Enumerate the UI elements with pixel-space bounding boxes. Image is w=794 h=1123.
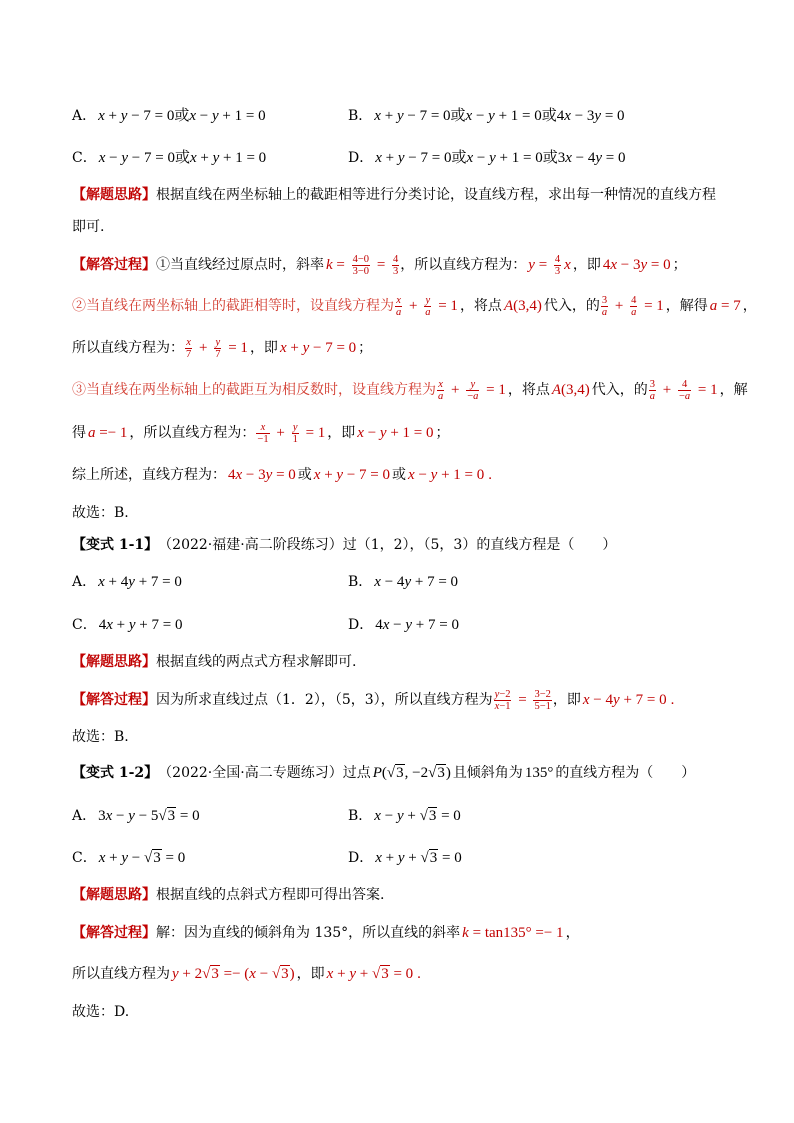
fraction [466, 379, 479, 402]
point-slope-equation: y + 2√3 =− (x − √3) [172, 966, 295, 982]
radical-sign: √ [202, 966, 211, 982]
q1-option-a [72, 106, 268, 126]
step-text: ，将点 [507, 382, 550, 398]
result-equation: x + y − 7 = 0 [313, 467, 391, 483]
fraction [601, 295, 608, 318]
q3-option-d [348, 848, 464, 868]
option-text: x − y − 7 = 0或x + y + 1 = 0 [98, 150, 267, 166]
q2-solution-process [72, 690, 676, 710]
equation-rhs: = 1 [640, 298, 664, 314]
numerator [292, 422, 299, 433]
solution-value: a =− 1 [88, 425, 128, 441]
math-variable: x [249, 966, 256, 982]
math-variable: y [128, 574, 135, 590]
math-variable: y [494, 688, 500, 700]
fraction [352, 254, 370, 277]
result-equation: x + y − 7 = 0 [279, 340, 357, 356]
denominator [630, 306, 637, 318]
math-variable: x [438, 378, 443, 390]
square-root [144, 849, 162, 866]
step-text: ，即 [249, 340, 278, 356]
denominator [395, 306, 402, 318]
idea-text: 根据直线在两坐标轴上的截距相等进行分类讨论，设直线方程，求出每一种情况的直线方程即可. [72, 187, 716, 235]
math-variable: y [121, 150, 129, 166]
step-text: 得 [72, 425, 86, 441]
answer-text: 故选：B. [72, 505, 129, 521]
math-variable: a [88, 425, 96, 441]
option-text: x − y + √3 = 0 [374, 808, 461, 824]
math-variable: a [631, 306, 637, 318]
denominator: 3−0 [352, 265, 370, 277]
numerator [260, 422, 267, 433]
q2-option-a [72, 572, 184, 592]
radicand: 3 [153, 850, 161, 866]
denominator [649, 390, 656, 402]
numerator [425, 295, 432, 306]
math-variable: y [212, 150, 220, 166]
math-variable: x [408, 467, 415, 483]
math-variable: a [649, 390, 656, 402]
plus-sign: + [447, 382, 464, 398]
math-variable: y [292, 421, 298, 433]
numerator [469, 379, 476, 390]
equation-rhs: = 1 [482, 382, 506, 398]
radical-sign: √ [428, 765, 437, 781]
result-equation: x − y + 1 = 0 [357, 425, 434, 441]
math-variable: x [105, 808, 113, 824]
denominator: −a [467, 390, 479, 402]
q2-solution-idea [72, 652, 356, 672]
plus-sign: + [659, 382, 675, 398]
math-variable: x [494, 700, 500, 712]
math-variable: x [610, 257, 618, 273]
denominator: 7 [215, 348, 221, 360]
answer-text: 故选：B. [72, 729, 129, 745]
step-text: 因为所求直线过点（1．2），（5，3），所以直线方程为 [156, 692, 493, 708]
math-variable: x [564, 108, 571, 124]
idea-tag: 【解题思路】 [72, 887, 156, 903]
math-variable: y [404, 574, 412, 590]
math-variable: x [396, 294, 401, 306]
square-root [158, 807, 176, 824]
q1-step-2-result [72, 338, 372, 358]
option-text: 4x − y + 7 = 0 [375, 617, 459, 633]
step-text: ，解得 [665, 298, 708, 314]
math-variable: y [128, 617, 136, 633]
result-equation: x − 4y + 7 = 0 [582, 692, 667, 708]
punctuation: ， [565, 925, 580, 941]
denominator [424, 306, 431, 318]
q1-answer [72, 503, 129, 523]
option-text: 3x − y − 5√3 = 0 [98, 808, 200, 824]
q1-step-2 [72, 296, 757, 316]
step-text: 所以直线方程为 [72, 966, 170, 982]
q1-option-c [72, 148, 268, 168]
process-tag: 【解答过程】 [72, 692, 156, 708]
option-label: B． [348, 108, 373, 124]
math-variable: y [470, 378, 476, 390]
result-equation: x + y + √3 = 0 [326, 966, 414, 982]
radical-sign: √ [371, 966, 381, 982]
numerator [395, 295, 402, 306]
math-variable: a [425, 306, 431, 318]
idea-text: 根据直线的点斜式方程即可得出答案. [156, 887, 385, 903]
equation-rhs: = 1 [434, 298, 458, 314]
radical-sign: √ [144, 850, 153, 866]
radicand: 3 [167, 808, 176, 824]
step-text: ，将点 [459, 298, 502, 314]
numerator: y−2 [494, 688, 511, 700]
math-variable: x [357, 425, 364, 441]
punctuation: ； [435, 425, 450, 441]
radicand: 3 [381, 966, 389, 982]
option-text: 4x + y + 7 = 0 [98, 617, 183, 633]
q3-option-c [72, 848, 187, 868]
math-variable: y [397, 150, 405, 166]
option-label: B． [348, 808, 373, 824]
denominator [437, 390, 444, 402]
numerator: 3−2 [534, 688, 551, 700]
square-root [387, 764, 405, 781]
point: P(√3, −2√3) [372, 765, 451, 781]
math-variable: y [379, 425, 387, 441]
radical-sign: √ [158, 808, 167, 824]
math-variable: x [235, 467, 243, 483]
fraction [256, 422, 269, 445]
option-label: D． [348, 617, 374, 633]
math-variable: x [374, 574, 381, 590]
math-variable: A [551, 382, 562, 398]
math-variable: a [473, 390, 479, 402]
plus-sign: + [405, 298, 422, 314]
fraction [630, 295, 637, 318]
line-equation-lhs: y = [528, 257, 551, 273]
math-variable: y [488, 108, 495, 124]
option-label: A． [72, 808, 97, 824]
result-equation: x − y + 1 = 0 [408, 467, 485, 483]
math-variable: k [326, 257, 333, 273]
math-variable: y [396, 108, 404, 124]
numerator [437, 379, 444, 390]
q1-option-b [348, 106, 627, 126]
option-label: C． [72, 150, 97, 166]
denominator: 7 [186, 348, 192, 360]
radicand: 3 [211, 966, 219, 982]
math-variable: x [374, 108, 381, 124]
fraction [392, 254, 399, 277]
denominator [601, 306, 608, 318]
slope-lhs: k = [326, 257, 349, 273]
math-variable: y [128, 808, 135, 824]
conjunction: 或 [297, 467, 312, 483]
equation-rhs: = 1 [301, 425, 326, 441]
step-text: ②当直线在两坐标轴上的截距相等时，设直线方程为 [72, 298, 394, 314]
radical-sign: √ [386, 765, 396, 781]
numerator: 3 [601, 294, 608, 306]
option-text: x + y − √3 = 0 [98, 850, 186, 866]
step-text: ①当直线经过原点时，斜率 [156, 257, 324, 273]
process-tag: 【解答过程】 [72, 925, 156, 941]
angle-value: 135° [524, 765, 554, 781]
option-label: D． [348, 850, 374, 866]
step-text: ，即 [552, 692, 581, 708]
q3-answer [72, 1002, 129, 1022]
math-variable: x [189, 108, 197, 124]
fraction [678, 379, 691, 402]
step-text: ③当直线在两坐标轴上的截距互为相反数时，设直线方程为 [72, 382, 436, 398]
math-variable: a [396, 306, 402, 318]
math-variable: x [564, 257, 571, 273]
math-function: tan [484, 925, 504, 941]
math-variable: y [594, 108, 602, 124]
math-variable: y [489, 150, 496, 166]
math-variable: x [465, 108, 473, 124]
q3-solution-result [72, 964, 423, 984]
option-text: x − 4y + 7 = 0 [374, 574, 459, 590]
square-root [272, 965, 290, 982]
math-variable: A [503, 298, 514, 314]
option-label: D． [348, 150, 374, 166]
square-root [428, 764, 446, 781]
fraction [437, 379, 444, 402]
step-text: ，解 [719, 382, 748, 398]
question-text: （2022·福建·高二阶段练习）过（1，2），（5，3）的直线方程是（ ） [158, 537, 617, 553]
q1-step-3 [72, 380, 748, 400]
math-variable: x [98, 574, 105, 590]
numerator: 4 [554, 253, 561, 265]
q2-stem [72, 535, 616, 555]
step-text: ，即 [572, 257, 601, 273]
numerator: 4 [393, 253, 399, 265]
math-variable: y [640, 257, 648, 273]
q1-step-1 [72, 255, 687, 275]
math-variable: y [172, 966, 179, 982]
idea-tag: 【解题思路】 [72, 187, 156, 203]
math-variable: y [430, 467, 438, 483]
math-variable: x [326, 966, 334, 982]
math-variable: y [613, 692, 620, 708]
equation-rhs: = 1 [694, 382, 718, 398]
punctuation: ， [742, 298, 757, 314]
square-root [421, 849, 439, 866]
plus-sign: + [272, 425, 289, 441]
math-variable: y [425, 294, 431, 306]
denominator: 3 [554, 265, 561, 277]
math-variable: x [98, 108, 105, 124]
option-label: A． [72, 574, 97, 590]
option-label: A． [72, 108, 97, 124]
denominator: 5−1 [534, 700, 551, 712]
q2-option-b [348, 572, 460, 592]
option-label: C． [72, 850, 97, 866]
radicand: 3 [437, 765, 445, 781]
summary-text: 综上所述，直线方程为： [72, 467, 226, 483]
math-variable: a [601, 306, 608, 318]
math-variable: x [375, 150, 382, 166]
math-variable: x [279, 340, 287, 356]
math-variable-term [562, 255, 573, 275]
radical-sign: √ [271, 966, 281, 982]
numerator: 4 [681, 378, 688, 390]
math-variable: y [397, 850, 405, 866]
q3-option-a [72, 806, 202, 826]
math-variable: k [462, 925, 469, 941]
math-variable: x [260, 421, 266, 433]
fraction [554, 254, 561, 277]
denominator: 3 [393, 265, 399, 277]
math-variable: x [382, 617, 390, 633]
numerator: 3 [649, 378, 656, 390]
process-tag: 【解答过程】 [72, 257, 156, 273]
square-root [420, 807, 438, 824]
plus-sign: + [195, 340, 212, 356]
numerator: 4 [631, 294, 637, 306]
math-variable: x [313, 467, 321, 483]
q3-option-b [348, 806, 463, 826]
fraction [649, 379, 656, 402]
step-text: 代入，的 [591, 382, 648, 398]
question-text: 的直线方程为（ ） [555, 765, 696, 781]
variant-tag: 【变式 1-2】 [72, 765, 159, 781]
punctuation: . [417, 966, 421, 982]
fraction [533, 689, 551, 712]
question-text: 且倾斜角为 [452, 765, 523, 781]
fraction [424, 295, 431, 318]
idea-tag: 【解题思路】 [72, 654, 156, 670]
math-variable: x [186, 336, 191, 348]
option-text: x + y − 7 = 0或x − y + 1 = 0或3x − 4y = 0 [375, 150, 626, 166]
punctuation: . [488, 467, 492, 483]
option-text: x + y − 7 = 0或x − y + 1 = 0或4x − 3y = 0 [374, 108, 625, 124]
equation-rhs: = 1 [224, 340, 248, 356]
math-variable: x [466, 150, 474, 166]
option-text: x + y + √3 = 0 [375, 850, 462, 866]
numerator: 4−0 [352, 253, 370, 265]
q1-summary [72, 465, 494, 485]
step-text: ，所以直线方程为： [129, 425, 256, 441]
step-text: ，即 [296, 966, 325, 982]
numerator [185, 337, 192, 348]
math-variable: y [120, 108, 128, 124]
q3-solution-process [72, 923, 580, 943]
fraction [214, 337, 221, 360]
q3-solution-idea [72, 885, 384, 905]
math-variable: y [595, 150, 603, 166]
radicand: 3 [281, 966, 289, 982]
slope-equation: k = tan135° =− 1 [462, 925, 564, 941]
math-variable: y [121, 850, 129, 866]
math-variable: x [98, 850, 106, 866]
math-variable: x [375, 850, 382, 866]
math-variable: x [106, 617, 113, 633]
question-text: （2022·全国·高二专题练习）过点 [158, 765, 371, 781]
radical-sign: √ [420, 850, 429, 866]
option-text: x + 4y + 7 = 0 [98, 574, 182, 590]
punctuation: ； [358, 340, 373, 356]
q2-option-c [72, 615, 184, 635]
radical-sign: √ [419, 808, 428, 824]
numerator [215, 337, 222, 348]
option-label: B． [348, 574, 373, 590]
square-root [372, 965, 390, 982]
square-root [202, 965, 220, 982]
solution-value: a = 7 [709, 298, 741, 314]
math-variable: y [212, 108, 219, 124]
step-text: 代入，的 [543, 298, 600, 314]
conjunction: 或 [392, 467, 407, 483]
q2-option-d [348, 615, 461, 635]
q1-option-d [348, 148, 627, 168]
q1-step-3-result [72, 423, 450, 443]
denominator: 1 [292, 433, 298, 445]
fraction [395, 295, 402, 318]
denominator: x−1 [494, 700, 511, 712]
q3-stem [72, 763, 695, 783]
math-variable: y [405, 617, 413, 633]
q2-answer [72, 727, 129, 747]
plus-sign: + [611, 298, 628, 314]
math-variable: a [684, 390, 691, 402]
math-variable: y [396, 808, 404, 824]
denominator: −a [679, 390, 691, 402]
answer-text: 故选：D. [72, 1004, 130, 1020]
math-variable: x [374, 808, 381, 824]
math-variable: y [215, 336, 221, 348]
punctuation: ； [672, 257, 687, 273]
math-variable: x [98, 150, 106, 166]
math-variable: P [372, 765, 382, 781]
fraction [185, 337, 192, 360]
step-text: 解：因为直线的倾斜角为 135°，所以直线的斜率 [156, 925, 461, 941]
radicand: 3 [428, 808, 437, 824]
q1-solution-idea [72, 179, 722, 243]
math-variable: x [565, 150, 572, 166]
math-variable: a [709, 298, 718, 314]
equals-sign: = [373, 257, 390, 273]
denominator: −1 [257, 433, 269, 445]
fraction [292, 422, 299, 445]
idea-text: 根据直线的两点式方程求解即可. [156, 654, 357, 670]
math-variable: y [349, 966, 356, 982]
radicand: 3 [396, 765, 404, 781]
point: A(3,4) [503, 298, 542, 314]
fraction [494, 689, 512, 712]
step-text: ，所以直线方程为： [400, 257, 527, 273]
math-variable: y [528, 257, 535, 273]
math-variable: x [189, 150, 197, 166]
step-text: ，即 [327, 425, 356, 441]
math-variable: y [302, 340, 310, 356]
math-variable: a [438, 390, 444, 402]
equals-sign: = [514, 692, 531, 708]
option-label: C． [72, 617, 97, 633]
step-text: 所以直线方程为： [72, 340, 184, 356]
math-variable: y [336, 467, 344, 483]
variant-tag: 【变式 1-1】 [72, 537, 159, 553]
point: A(3,4) [551, 382, 590, 398]
radicand: 3 [429, 850, 438, 866]
option-text: x + y − 7 = 0或x − y + 1 = 0 [98, 108, 266, 124]
math-variable: y [265, 467, 273, 483]
result-equation: 4x − 3y = 0 [228, 467, 296, 483]
punctuation: . [670, 692, 675, 708]
math-variable: x [582, 692, 590, 708]
result-equation: 4x − 3y = 0 [602, 257, 671, 273]
